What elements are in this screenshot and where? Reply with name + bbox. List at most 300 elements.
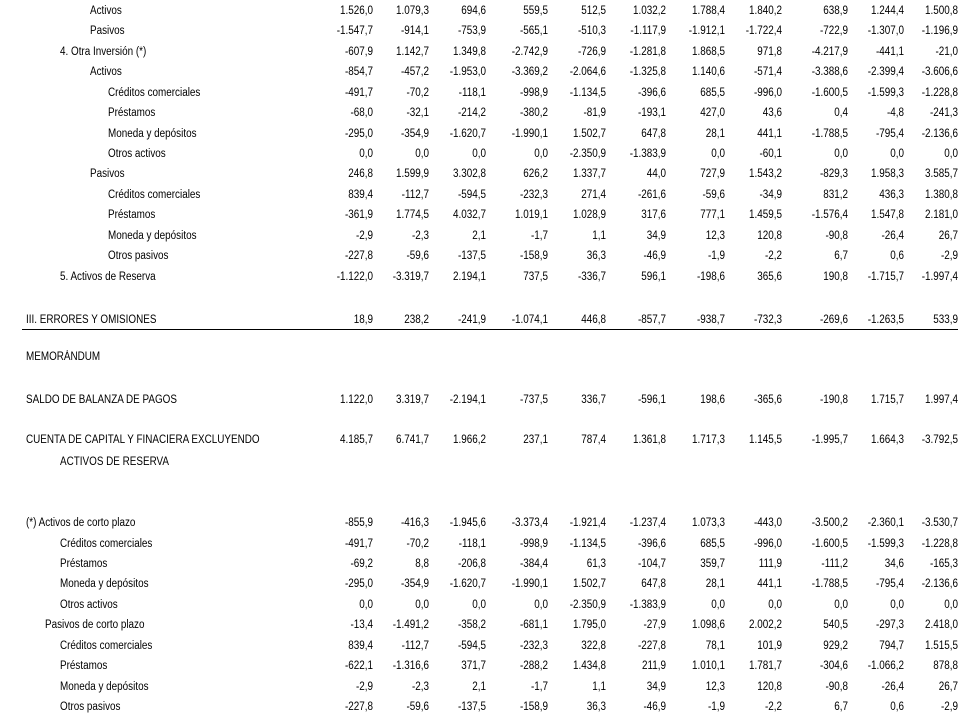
cell-value: -996,0 (753, 538, 782, 550)
cell-value: -416,3 (400, 517, 429, 529)
cell-value: -996,0 (753, 87, 782, 99)
table-row (0, 348, 960, 366)
cell-value: 18,9 (353, 314, 373, 326)
cell-value: -59,6 (406, 701, 429, 713)
cell-value: 0,0 (359, 148, 373, 160)
cell-value: 6,7 (834, 701, 848, 713)
cell-value: -354,9 (400, 578, 429, 590)
cell-value: -295,0 (344, 128, 373, 140)
cell-value: -565,1 (519, 25, 548, 37)
cell-value: 0,6 (890, 250, 904, 262)
cell-value: -111,2 (821, 558, 848, 570)
cell-value: -1.228,8 (921, 538, 958, 550)
cell-value: -622,1 (344, 660, 373, 672)
cell-value: -3.530,7 (921, 517, 958, 529)
cell-value: -358,2 (457, 619, 486, 631)
cell-value: -165,3 (929, 558, 958, 570)
cell-value: -26,4 (881, 681, 904, 693)
cell-value: 317,6 (641, 209, 666, 221)
cell-value: 0,0 (944, 599, 958, 611)
cell-value: -2.360,1 (867, 517, 904, 529)
cell-value: 1.502,7 (572, 128, 606, 140)
cell-value: -1.307,0 (867, 25, 904, 37)
table-row (0, 555, 960, 573)
cell-value: -726,9 (577, 46, 606, 58)
cell-value: -261,6 (637, 189, 666, 201)
cell-value: -60,1 (759, 148, 782, 160)
cell-value: 0,0 (834, 148, 848, 160)
cell-value: 540,5 (823, 619, 848, 631)
table-row (0, 657, 960, 675)
row-label: Créditos comerciales (60, 640, 153, 652)
cell-value: 78,1 (705, 640, 725, 652)
cell-value: -1.228,8 (921, 87, 958, 99)
cell-value: 0,0 (534, 148, 548, 160)
table-row (0, 391, 960, 409)
cell-value: -3.373,4 (511, 517, 548, 529)
cell-value: -2,9 (355, 230, 373, 242)
cell-value: -1.383,9 (629, 148, 666, 160)
cell-value: 1.788,4 (691, 5, 725, 17)
row-label: Moneda y depósitos (60, 681, 149, 693)
cell-value: 34,6 (884, 558, 904, 570)
cell-value: 512,5 (581, 5, 606, 17)
cell-value: 61,3 (586, 558, 606, 570)
cell-value: -795,4 (875, 128, 904, 140)
cell-value: -158,9 (519, 701, 548, 713)
cell-value: 1.098,6 (691, 619, 725, 631)
cell-value: 12,3 (705, 230, 725, 242)
cell-value: -1.491,2 (392, 619, 429, 631)
cell-value: -1.383,9 (629, 599, 666, 611)
cell-value: 831,2 (823, 189, 848, 201)
cell-value: 1.997,4 (924, 394, 958, 406)
cell-value: 427,0 (700, 107, 725, 119)
cell-value: 2.418,0 (924, 619, 958, 631)
row-label: Pasivos de corto plazo (45, 619, 145, 631)
row-label: Créditos comerciales (108, 87, 201, 99)
cell-value: 2.002,2 (748, 619, 782, 631)
cell-value: 0,0 (944, 148, 958, 160)
cell-value: 727,9 (700, 168, 725, 180)
row-label: Créditos comerciales (60, 538, 153, 550)
cell-value: -1.953,0 (449, 66, 486, 78)
cell-value: -1.576,4 (811, 209, 848, 221)
cell-value: -190,8 (819, 394, 848, 406)
table-row (0, 165, 960, 183)
cell-value: 1.515,5 (924, 640, 958, 652)
cell-value: 1.349,8 (452, 46, 486, 58)
cell-value: 1.032,2 (632, 5, 666, 17)
table-row (0, 514, 960, 532)
cell-value: -4,8 (886, 107, 904, 119)
cell-value: -2,9 (355, 681, 373, 693)
row-label: Activos (90, 66, 122, 78)
cell-value: 685,5 (700, 87, 725, 99)
cell-value: 1.145,5 (748, 434, 782, 446)
cell-value: 271,4 (581, 189, 606, 201)
cell-value: -198,6 (696, 271, 725, 283)
cell-value: -227,8 (637, 640, 666, 652)
table-row (0, 698, 960, 716)
cell-value: -365,6 (753, 394, 782, 406)
cell-value: -59,6 (702, 189, 725, 201)
cell-value: -607,9 (344, 46, 373, 58)
table-row (0, 596, 960, 614)
cell-value: 2,1 (472, 230, 486, 242)
cell-value: -1.997,4 (921, 271, 958, 283)
cell-value: -1.074,1 (511, 314, 548, 326)
cell-value: -118,1 (458, 87, 486, 99)
cell-value: 0,0 (711, 148, 725, 160)
cell-value: -1.237,4 (629, 517, 666, 529)
cell-value: 28,1 (705, 578, 725, 590)
cell-value: -1.263,5 (867, 314, 904, 326)
cell-value: -112,7 (401, 640, 429, 652)
cell-value: 441,1 (757, 128, 782, 140)
cell-value: 12,3 (705, 681, 725, 693)
cell-value: -2,2 (764, 701, 782, 713)
cell-value: 1.715,7 (870, 394, 904, 406)
cell-value: -241,9 (457, 314, 486, 326)
row-label: Otros pasivos (60, 701, 121, 713)
cell-value: 1.502,7 (572, 578, 606, 590)
cell-value: -380,2 (519, 107, 548, 119)
cell-value: -104,7 (637, 558, 666, 570)
cell-value: 737,5 (523, 271, 548, 283)
cell-value: 0,0 (834, 599, 848, 611)
cell-value: 1.774,5 (395, 209, 429, 221)
cell-value: 647,8 (641, 578, 666, 590)
cell-value: -158,9 (519, 250, 548, 262)
cell-value: 4.032,7 (452, 209, 486, 221)
row-label: Otros activos (60, 599, 118, 611)
table-row (0, 84, 960, 102)
table-row (0, 535, 960, 553)
table-row (0, 637, 960, 655)
cell-value: -1.134,5 (569, 538, 606, 550)
cell-value: -46,9 (643, 250, 666, 262)
row-label: Préstamos (60, 660, 108, 672)
row-label: CUENTA DE CAPITAL Y FINACIERA EXCLUYENDO (26, 434, 260, 446)
cell-value: -4.217,9 (811, 46, 848, 58)
cell-value: 34,9 (646, 230, 666, 242)
cell-value: 787,4 (581, 434, 606, 446)
cell-value: 533,9 (933, 314, 958, 326)
cell-value: 1.010,1 (691, 660, 725, 672)
cell-value: -2,2 (764, 250, 782, 262)
cell-value: -1.134,5 (569, 87, 606, 99)
cell-value: -938,7 (696, 314, 725, 326)
row-label: (*) Activos de corto plazo (26, 517, 136, 529)
cell-value: -214,2 (457, 107, 486, 119)
cell-value: -3.319,7 (392, 271, 429, 283)
row-label: 4. Otra Inversión (*) (60, 46, 147, 58)
cell-value: -1.788,5 (811, 578, 848, 590)
cell-value: 1.122,0 (339, 394, 373, 406)
table-row (0, 2, 960, 20)
cell-value: -2.064,6 (569, 66, 606, 78)
section-divider (22, 329, 958, 330)
cell-value: -596,1 (637, 394, 666, 406)
cell-value: -491,7 (344, 538, 373, 550)
cell-value: 559,5 (523, 5, 548, 17)
cell-value: -857,7 (637, 314, 666, 326)
cell-value: -1.600,5 (811, 87, 848, 99)
cell-value: 1.019,1 (514, 209, 548, 221)
row-label: Otros activos (108, 148, 166, 160)
cell-value: -70,2 (406, 538, 429, 550)
table-row (0, 43, 960, 61)
cell-value: 365,6 (757, 271, 782, 283)
cell-value: -2.350,9 (569, 599, 606, 611)
table-row (0, 186, 960, 204)
row-label: Pasivos (90, 25, 125, 37)
cell-value: -1.990,1 (511, 128, 548, 140)
cell-value: 1,1 (592, 230, 606, 242)
cell-value: -1,9 (707, 250, 725, 262)
cell-value: 685,5 (700, 538, 725, 550)
cell-value: -1.620,7 (449, 578, 486, 590)
cell-value: 34,9 (646, 681, 666, 693)
cell-value: 359,7 (700, 558, 725, 570)
cell-value: 43,6 (762, 107, 782, 119)
table-row (0, 431, 960, 449)
row-label: 5. Activos de Reserva (60, 271, 156, 283)
cell-value: -118,1 (458, 538, 486, 550)
cell-value: -753,9 (457, 25, 486, 37)
cell-value: -722,9 (819, 25, 848, 37)
cell-value: -112,7 (401, 189, 429, 201)
cell-value: 26,7 (938, 230, 958, 242)
cell-value: -232,3 (519, 640, 548, 652)
cell-value: -1.316,6 (392, 660, 429, 672)
cell-value: -232,3 (519, 189, 548, 201)
cell-value: -336,7 (577, 271, 606, 283)
cell-value: -510,3 (577, 25, 606, 37)
cell-value: -1.722,4 (745, 25, 782, 37)
cell-value: -227,8 (344, 701, 373, 713)
cell-value: -1.066,2 (867, 660, 904, 672)
cell-value: -681,1 (519, 619, 548, 631)
cell-value: 371,7 (461, 660, 486, 672)
cell-value: -193,1 (637, 107, 666, 119)
cell-value: -457,2 (400, 66, 429, 78)
cell-value: 1.664,3 (870, 434, 904, 446)
cell-value: -1,9 (707, 701, 725, 713)
cell-value: 929,2 (823, 640, 848, 652)
cell-value: 694,6 (461, 5, 486, 17)
cell-value: 36,3 (586, 250, 606, 262)
cell-value: -1.117,9 (630, 25, 666, 37)
cell-value: 2,1 (472, 681, 486, 693)
cell-value: -3.606,6 (921, 66, 958, 78)
cell-value: -295,0 (344, 578, 373, 590)
cell-value: -34,9 (759, 189, 782, 201)
cell-value: -2,3 (411, 681, 429, 693)
row-label: Préstamos (108, 107, 156, 119)
cell-value: 6.741,7 (395, 434, 429, 446)
cell-value: 1.526,0 (339, 5, 373, 17)
cell-value: -1.912,1 (688, 25, 725, 37)
cell-value: -594,5 (457, 189, 486, 201)
cell-value: 1.073,3 (691, 517, 725, 529)
cell-value: 1.781,7 (748, 660, 782, 672)
cell-value: -829,3 (819, 168, 848, 180)
cell-value: 8,8 (415, 558, 429, 570)
cell-value: 246,8 (348, 168, 373, 180)
cell-value: 1.547,8 (870, 209, 904, 221)
cell-value: -855,9 (344, 517, 373, 529)
cell-value: -269,6 (819, 314, 848, 326)
cell-value: 238,2 (404, 314, 429, 326)
cell-value: -1.122,0 (336, 271, 373, 283)
table-row (0, 247, 960, 265)
cell-value: 446,8 (581, 314, 606, 326)
cell-value: 3.585,7 (924, 168, 958, 180)
cell-value: -396,6 (637, 538, 666, 550)
cell-value: -288,2 (519, 660, 548, 672)
cell-value: -3.792,5 (921, 434, 958, 446)
cell-value: -2.194,1 (449, 394, 486, 406)
table-row (0, 268, 960, 286)
cell-value: -227,8 (344, 250, 373, 262)
cell-value: -304,6 (819, 660, 848, 672)
row-label: ACTIVOS DE RESERVA (60, 456, 170, 468)
cell-value: -491,7 (344, 87, 373, 99)
cell-value: 211,9 (641, 660, 666, 672)
cell-value: -2,9 (940, 701, 958, 713)
cell-value: 28,1 (705, 128, 725, 140)
cell-value: -1.945,6 (449, 517, 486, 529)
cell-value: 878,8 (933, 660, 958, 672)
cell-value: -90,8 (825, 681, 848, 693)
cell-value: -137,5 (457, 701, 486, 713)
cell-value: -732,3 (753, 314, 782, 326)
table-row (0, 616, 960, 634)
row-label: Créditos comerciales (108, 189, 201, 201)
cell-value: 1.966,2 (452, 434, 486, 446)
cell-value: 44,0 (646, 168, 666, 180)
cell-value: 1.958,3 (870, 168, 904, 180)
cell-value: 0,4 (834, 107, 848, 119)
cell-value: 0,0 (359, 599, 373, 611)
row-label: Pasivos (90, 168, 125, 180)
row-label: Moneda y depósitos (60, 578, 149, 590)
cell-value: -1.788,5 (811, 128, 848, 140)
table-row (0, 145, 960, 163)
cell-value: -354,9 (400, 128, 429, 140)
cell-value: 0,0 (890, 148, 904, 160)
cell-value: 0,0 (890, 599, 904, 611)
cell-value: -2.136,6 (921, 128, 958, 140)
cell-value: -2,3 (411, 230, 429, 242)
cell-value: -1.599,3 (867, 87, 904, 99)
cell-value: -1.196,9 (921, 25, 958, 37)
cell-value: 647,8 (641, 128, 666, 140)
cell-value: 3.319,7 (395, 394, 429, 406)
cell-value: 322,8 (581, 640, 606, 652)
cell-value: 190,8 (823, 271, 848, 283)
cell-value: 0,0 (472, 599, 486, 611)
cell-value: -90,8 (825, 230, 848, 242)
table-row (0, 227, 960, 245)
cell-value: -206,8 (457, 558, 486, 570)
cell-value: -1.715,7 (867, 271, 904, 283)
cell-value: 839,4 (348, 640, 373, 652)
cell-value: -46,9 (643, 701, 666, 713)
table-row (0, 678, 960, 696)
cell-value: -396,6 (637, 87, 666, 99)
cell-value: -384,4 (519, 558, 548, 570)
cell-value: 794,7 (879, 640, 904, 652)
cell-value: -2.742,9 (511, 46, 548, 58)
cell-value: 1,1 (592, 681, 606, 693)
cell-value: -1.599,3 (867, 538, 904, 550)
cell-value: 1.459,5 (748, 209, 782, 221)
table-row (0, 22, 960, 40)
row-label: Moneda y depósitos (108, 128, 197, 140)
cell-value: -1,7 (530, 230, 548, 242)
cell-value: -2.399,4 (867, 66, 904, 78)
cell-value: 1.434,8 (572, 660, 606, 672)
cell-value: 2.181,0 (924, 209, 958, 221)
cell-value: -1.995,7 (811, 434, 848, 446)
cell-value: 1.244,4 (870, 5, 904, 17)
cell-value: 237,1 (523, 434, 548, 446)
cell-value: 777,1 (700, 209, 725, 221)
cell-value: 1.140,6 (691, 66, 725, 78)
cell-value: -2.350,9 (569, 148, 606, 160)
cell-value: 1.599,9 (395, 168, 429, 180)
cell-value: -441,1 (875, 46, 904, 58)
cell-value: 0,0 (768, 599, 782, 611)
cell-value: -854,7 (344, 66, 373, 78)
cell-value: -2,9 (940, 250, 958, 262)
cell-value: -13,4 (350, 619, 373, 631)
cell-value: -32,1 (406, 107, 429, 119)
table-row (0, 311, 960, 329)
cell-value: -137,5 (457, 250, 486, 262)
cell-value: -1.990,1 (511, 578, 548, 590)
cell-value: -1.547,7 (336, 25, 373, 37)
cell-value: -1.921,4 (569, 517, 606, 529)
cell-value: -998,9 (519, 538, 548, 550)
row-label: SALDO DE BALANZA DE PAGOS (26, 394, 177, 406)
cell-value: 6,7 (834, 250, 848, 262)
row-label: Préstamos (60, 558, 108, 570)
cell-value: 198,6 (700, 394, 725, 406)
cell-value: 441,1 (757, 578, 782, 590)
cell-value: -26,4 (881, 230, 904, 242)
cell-value: -21,0 (935, 46, 958, 58)
table-row (0, 575, 960, 593)
cell-value: -998,9 (519, 87, 548, 99)
cell-value: -594,5 (457, 640, 486, 652)
cell-value: -3.500,2 (811, 517, 848, 529)
cell-value: 638,9 (823, 5, 848, 17)
cell-value: -2.136,6 (921, 578, 958, 590)
cell-value: 0,6 (890, 701, 904, 713)
cell-value: 1.543,2 (748, 168, 782, 180)
table-row (0, 104, 960, 122)
cell-value: -571,4 (753, 66, 782, 78)
cell-value: -361,9 (344, 209, 373, 221)
cell-value: -241,3 (929, 107, 958, 119)
cell-value: 1.079,3 (395, 5, 429, 17)
cell-value: -443,0 (753, 517, 782, 529)
cell-value: -68,0 (350, 107, 373, 119)
